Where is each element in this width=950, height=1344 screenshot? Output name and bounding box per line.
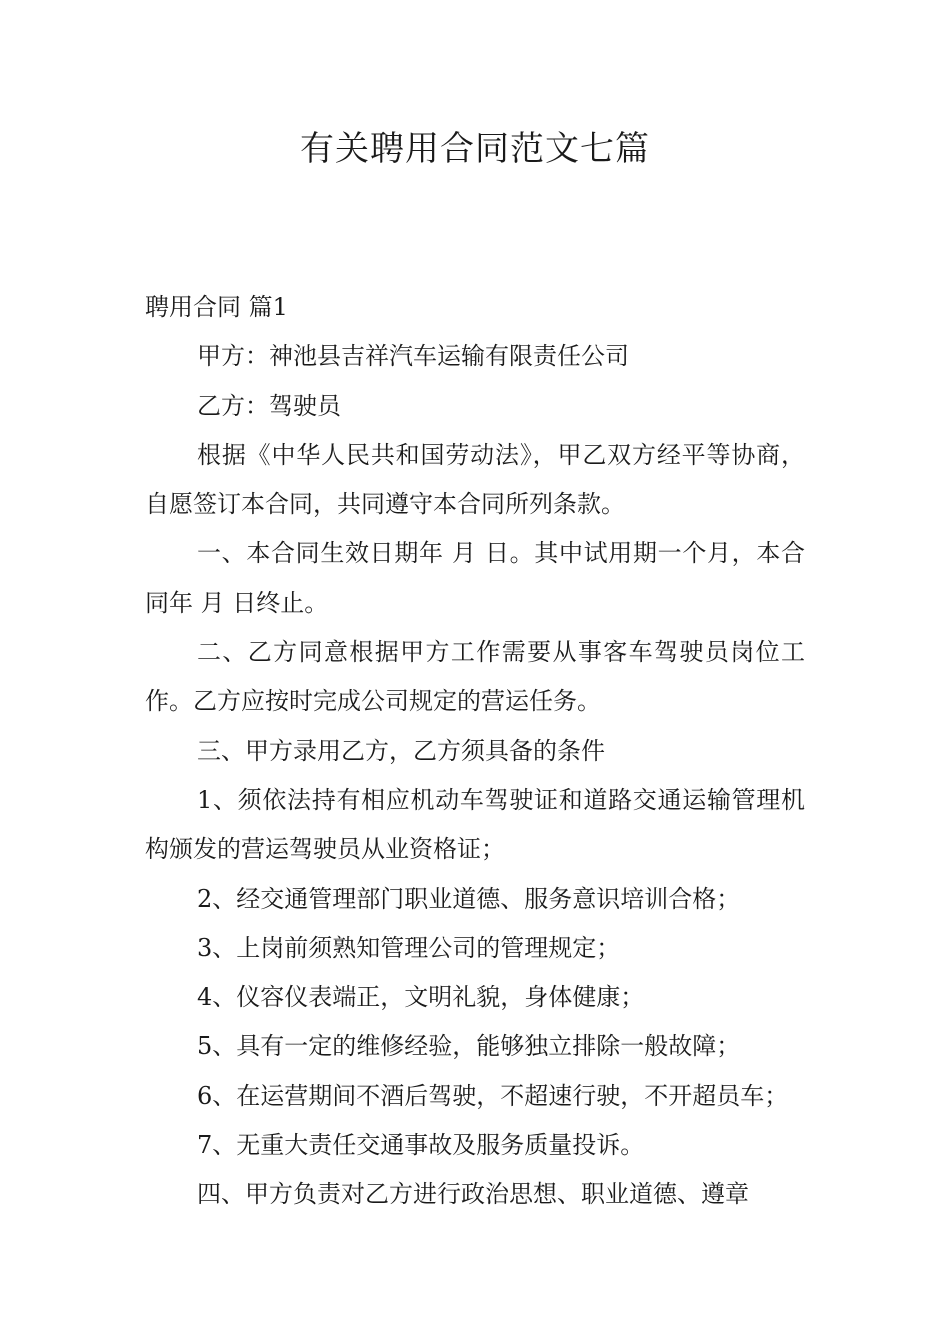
- paragraph-condition-7: 7、无重大责任交通事故及服务质量投诉。: [197, 1131, 645, 1160]
- document-title: 有关聘用合同范文七篇: [300, 129, 650, 169]
- paragraph-clause-4: 四、甲方负责对乙方进行政治思想、职业道德、遵章: [197, 1180, 749, 1209]
- paragraph-condition-6: 6、在运营期间不酒后驾驶，不超速行驶，不开超员车；: [197, 1081, 789, 1110]
- paragraph-condition-4: 4、仪容仪表端正，文明礼貌，身体健康；: [197, 983, 645, 1012]
- paragraph-condition-3: 3、上岗前须熟知管理公司的管理规定；: [197, 933, 621, 962]
- paragraph-party-a: 甲方：神池县吉祥汽车运输有限责任公司: [197, 342, 629, 371]
- section-heading: 聘用合同 篇1: [145, 293, 288, 321]
- paragraph-condition-1: 1、须依法持有相应机动车驾驶证和道路交通运输管理机构颁发的营运驾驶员从业资格证；: [145, 785, 805, 864]
- paragraph-condition-5: 5、具有一定的维修经验，能够独立排除一般故障；: [197, 1032, 741, 1061]
- paragraph-party-b: 乙方：驾驶员: [197, 391, 341, 420]
- paragraph-clause-3: 三、甲方录用乙方，乙方须具备的条件: [197, 736, 605, 765]
- paragraph-preamble: 根据《中华人民共和国劳动法》，甲乙双方经平等协商，自愿签订本合同，共同遵守本合同所列条款。: [145, 440, 805, 519]
- paragraph-condition-2: 2、经交通管理部门职业道德、服务意识培训合格；: [197, 884, 741, 913]
- paragraph-clause-1: 一、本合同生效日期年 月 日。其中试用期一个月，本合同年 月 日终止。: [145, 539, 805, 617]
- document-body: [145, 283, 805, 1220]
- paragraph-clause-2: 二、乙方同意根据甲方工作需要从事客车驾驶员岗位工作。乙方应按时完成公司规定的营运任务。: [145, 638, 805, 716]
